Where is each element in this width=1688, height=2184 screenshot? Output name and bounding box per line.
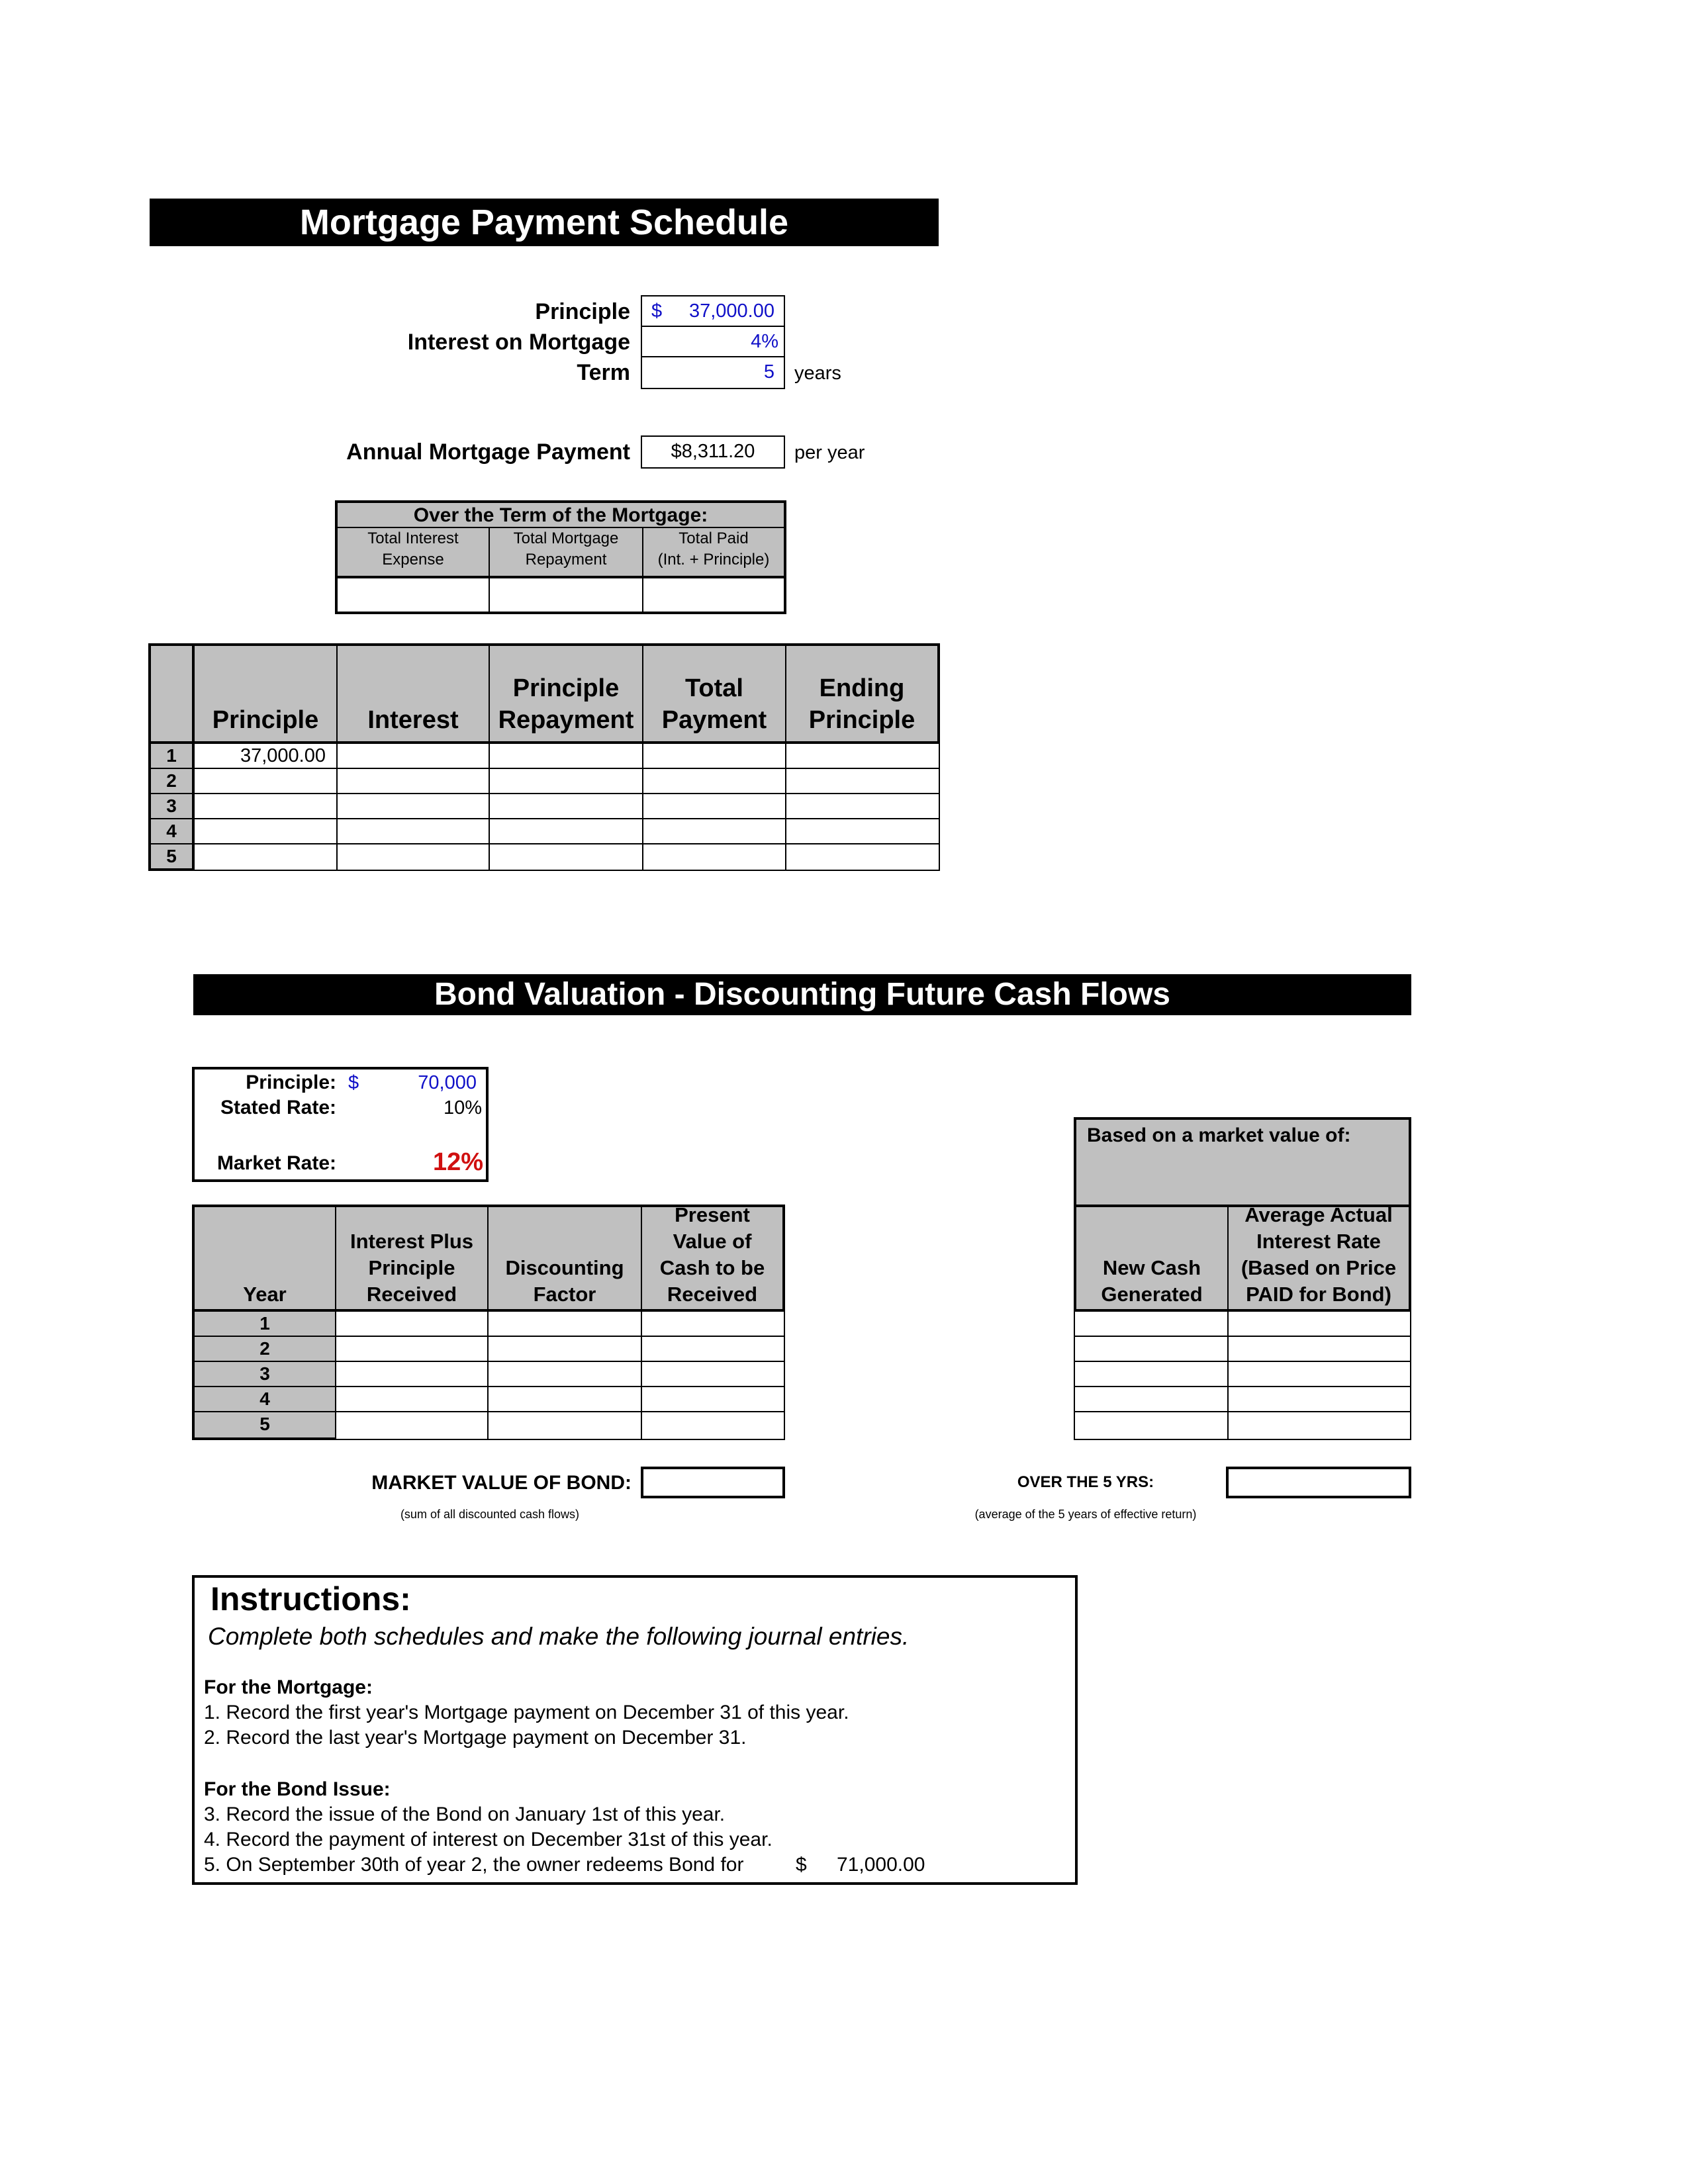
bond-pv-cell[interactable] (641, 1310, 785, 1337)
summary-col2-line2: Repayment (525, 551, 607, 569)
bond-discount-cell[interactable] (487, 1361, 642, 1387)
schedule-total-cell[interactable] (642, 743, 786, 769)
bond-table (192, 1205, 785, 1444)
mortgage-schedule-table (148, 643, 940, 874)
mortgage-summary-box (335, 500, 786, 614)
schedule-header-repayment-line2: Repayment (498, 706, 634, 734)
schedule-ending-cell[interactable] (785, 843, 940, 871)
schedule-principle-cell[interactable] (193, 818, 338, 844)
schedule-total-cell[interactable] (642, 768, 786, 794)
schedule-header-ending-line2: Principle (808, 706, 915, 734)
schedule-header-repayment (489, 643, 643, 744)
bond-market-value[interactable]: 12% (432, 1148, 483, 1176)
principle-currency: $ (651, 300, 663, 322)
bond-header-present-value (641, 1205, 785, 1312)
bond-ipp-cell[interactable] (335, 1386, 489, 1412)
bond-principal-currency[interactable]: $ (348, 1072, 359, 1093)
summary-col1-line1: Total Interest (367, 529, 459, 547)
principle-label: Principle (535, 299, 630, 324)
schedule-row-num: 3 (148, 793, 195, 819)
mortgage-title: Mortgage Payment Schedule (150, 199, 939, 246)
schedule-principle-cell[interactable] (193, 768, 338, 794)
schedule-row-num: 5 (148, 843, 195, 871)
instructions-bond-heading: For the Bond Issue: (204, 1778, 391, 1800)
schedule-interest-cell[interactable] (336, 843, 490, 871)
instructions-subtitle: Complete both schedules and make the following journal entries. (208, 1623, 910, 1650)
bond-ipp-cell[interactable] (335, 1336, 489, 1362)
term-input[interactable] (641, 356, 785, 389)
annual-payment-unit: per year (794, 442, 865, 463)
bond-header-disc-line1: Discounting (505, 1256, 624, 1279)
bond-principal-label: Principle: (246, 1071, 336, 1093)
new-cash-cell[interactable] (1074, 1411, 1229, 1440)
market-value-of-bond-input[interactable] (641, 1467, 785, 1498)
bond-discount-cell[interactable] (487, 1310, 642, 1337)
schedule-interest-cell[interactable] (336, 793, 490, 819)
interest-label: Interest on Mortgage (407, 330, 630, 355)
bond-year-cell: 1 (192, 1310, 336, 1337)
summary-col-total-paid (643, 528, 784, 578)
schedule-row (148, 743, 940, 769)
schedule-row-num: 2 (148, 768, 195, 794)
bond-year-cell: 2 (192, 1336, 336, 1362)
instructions-item-4: 4. Record the payment of interest on December 31st of this year. (204, 1829, 773, 1850)
bond-header-pv-line4: Received (667, 1283, 758, 1306)
avg-rate-cell[interactable] (1227, 1411, 1411, 1440)
bond-header-year-text: Year (243, 1283, 287, 1306)
schedule-repayment-cell[interactable] (489, 743, 643, 769)
avg-rate-cell[interactable] (1227, 1361, 1411, 1387)
schedule-header-ending (785, 643, 940, 744)
avg-rate-cell[interactable] (1227, 1310, 1411, 1337)
schedule-header-total (642, 643, 786, 744)
new-cash-header (1074, 1205, 1229, 1312)
summary-total-repayment-cell[interactable] (490, 578, 643, 612)
bond-header-pv-line2: Value of (673, 1230, 752, 1253)
bond-row (192, 1361, 785, 1387)
bond-discount-cell[interactable] (487, 1386, 642, 1412)
term-value: 5 (763, 361, 774, 383)
principle-input[interactable] (641, 295, 785, 327)
instructions-item-5-currency: $ (796, 1854, 807, 1876)
bond-header-pv-line1: Present (675, 1203, 750, 1226)
schedule-row (148, 843, 940, 871)
schedule-repayment-cell[interactable] (489, 768, 643, 794)
schedule-header-principle: Principle (193, 643, 338, 744)
bond-header-ipp (335, 1205, 489, 1312)
instructions-item-1: 1. Record the first year's Mortgage payment on December 31 of this year. (204, 1702, 849, 1723)
bond-header-ipp-line2: Principle (368, 1256, 455, 1279)
schedule-row-num: 4 (148, 818, 195, 844)
bond-pv-cell[interactable] (641, 1386, 785, 1412)
schedule-row-num: 1 (148, 743, 195, 769)
bond-header-year (192, 1205, 336, 1312)
schedule-ending-cell[interactable] (785, 818, 940, 844)
schedule-header-repayment-line1: Principle (512, 674, 620, 702)
term-label: Term (577, 360, 630, 385)
bond-principal-value[interactable]: 70,000 (418, 1072, 477, 1093)
summary-col3-line1: Total Paid (679, 529, 749, 547)
summary-col3-line2: (Int. + Principle) (657, 551, 770, 569)
avg-rate-cell[interactable] (1227, 1386, 1411, 1412)
bond-stated-value[interactable]: 10% (443, 1097, 482, 1118)
schedule-principle-cell[interactable]: 37,000.00 (193, 743, 338, 769)
new-cash-line1: New Cash (1102, 1256, 1201, 1279)
schedule-total-cell[interactable] (642, 793, 786, 819)
market-value-title: Based on a market value of: (1087, 1124, 1351, 1146)
term-unit: years (794, 363, 841, 384)
summary-col-total-interest (338, 528, 490, 578)
market-value-note: (sum of all discounted cash flows) (400, 1508, 580, 1521)
bond-header-discounting (487, 1205, 642, 1312)
over-5-yrs-note: (average of the 5 years of effective return) (974, 1508, 1197, 1521)
bond-row (192, 1411, 785, 1440)
bond-market-label: Market Rate: (216, 1152, 336, 1174)
bond-stated-label: Stated Rate: (220, 1097, 336, 1118)
bond-header-pv-line3: Cash to be (659, 1256, 765, 1279)
schedule-row (148, 818, 940, 844)
schedule-total-cell[interactable] (642, 843, 786, 871)
bond-header-ipp-line3: Received (366, 1283, 457, 1306)
bond-header-disc-line2: Factor (533, 1283, 596, 1306)
bond-discount-cell[interactable] (487, 1411, 642, 1440)
annual-payment-label: Annual Mortgage Payment (346, 439, 630, 465)
schedule-ending-cell[interactable] (785, 768, 940, 794)
schedule-repayment-cell[interactable] (489, 818, 643, 844)
interest-value: 4% (751, 331, 778, 352)
schedule-interest-cell[interactable] (336, 743, 490, 769)
instructions-item-2: 2. Record the last year's Mortgage payment on December 31. (204, 1727, 747, 1749)
bond-ipp-cell[interactable] (335, 1310, 489, 1337)
schedule-row (148, 768, 940, 794)
bond-row (192, 1336, 785, 1362)
summary-total-interest-cell[interactable] (338, 578, 490, 612)
schedule-ending-cell[interactable] (785, 793, 940, 819)
bond-row (192, 1386, 785, 1412)
schedule-header-total-line1: Total (685, 674, 743, 702)
bond-title: Bond Valuation - Discounting Future Cash Flows (193, 974, 1411, 1015)
bond-pv-cell[interactable] (641, 1411, 785, 1440)
new-cash-cell[interactable] (1074, 1361, 1229, 1387)
schedule-header-interest: Interest (336, 643, 490, 744)
schedule-interest-cell[interactable] (336, 768, 490, 794)
bond-discount-cell[interactable] (487, 1336, 642, 1362)
summary-col-total-repayment (490, 528, 643, 578)
bond-inputs-box (192, 1067, 489, 1182)
bond-header-ipp-line1: Interest Plus (350, 1230, 474, 1253)
avg-rate-line1: Average Actual (1244, 1203, 1393, 1226)
avg-rate-header (1227, 1205, 1411, 1312)
instructions-title: Instructions: (211, 1580, 411, 1617)
avg-rate-cell[interactable] (1227, 1336, 1411, 1362)
schedule-principle-cell[interactable] (193, 843, 338, 871)
schedule-ending-cell[interactable] (785, 743, 940, 769)
over-5-yrs-input[interactable] (1226, 1467, 1411, 1498)
new-cash-cell[interactable] (1074, 1336, 1229, 1362)
schedule-interest-cell[interactable] (336, 818, 490, 844)
schedule-header-ending-line1: Ending (819, 674, 905, 702)
avg-rate-line2: Interest Rate (1256, 1230, 1381, 1253)
schedule-repayment-cell[interactable] (489, 843, 643, 871)
schedule-row (148, 793, 940, 819)
bond-pv-cell[interactable] (641, 1336, 785, 1362)
market-value-of-bond-label: MARKET VALUE OF BOND: (371, 1472, 632, 1494)
avg-rate-line3: (Based on Price (1241, 1256, 1397, 1279)
summary-col2-line1: Total Mortgage (513, 529, 619, 547)
instructions-item-5: 5. On September 30th of year 2, the owner redeems Bond for (204, 1854, 744, 1876)
market-value-title-cell (1074, 1117, 1411, 1207)
market-value-box (1074, 1117, 1411, 1444)
summary-total-paid-cell[interactable] (643, 578, 784, 612)
annual-payment-value-box[interactable] (641, 435, 785, 469)
interest-input[interactable] (641, 326, 785, 357)
bond-pv-cell[interactable] (641, 1361, 785, 1387)
avg-rate-line4: PAID for Bond) (1246, 1283, 1391, 1306)
annual-payment-value: $8,311.20 (671, 441, 755, 462)
instructions-mortgage-heading: For the Mortgage: (204, 1676, 373, 1698)
schedule-header-corner (148, 643, 195, 744)
principle-value: 37,000.00 (688, 300, 774, 322)
schedule-repayment-cell[interactable] (489, 793, 643, 819)
bond-year-cell: 4 (192, 1386, 336, 1412)
new-cash-cell[interactable] (1074, 1310, 1229, 1337)
bond-year-cell: 5 (192, 1411, 336, 1440)
over-5-yrs-label: OVER THE 5 YRS: (1017, 1473, 1154, 1491)
bond-ipp-cell[interactable] (335, 1361, 489, 1387)
summary-title: Over the Term of the Mortgage: (338, 503, 784, 528)
instructions-box (192, 1575, 1078, 1885)
instructions-item-3: 3. Record the issue of the Bond on January 1st of this year. (204, 1803, 726, 1825)
instructions-item-5-value: 71,000.00 (837, 1854, 925, 1876)
bond-row (192, 1310, 785, 1337)
schedule-header-total-line2: Payment (661, 706, 767, 734)
bond-ipp-cell[interactable] (335, 1411, 489, 1440)
bond-year-cell: 3 (192, 1361, 336, 1387)
new-cash-cell[interactable] (1074, 1386, 1229, 1412)
schedule-total-cell[interactable] (642, 818, 786, 844)
new-cash-line2: Generated (1101, 1283, 1203, 1306)
summary-col1-line2: Expense (382, 551, 444, 569)
schedule-principle-cell[interactable] (193, 793, 338, 819)
